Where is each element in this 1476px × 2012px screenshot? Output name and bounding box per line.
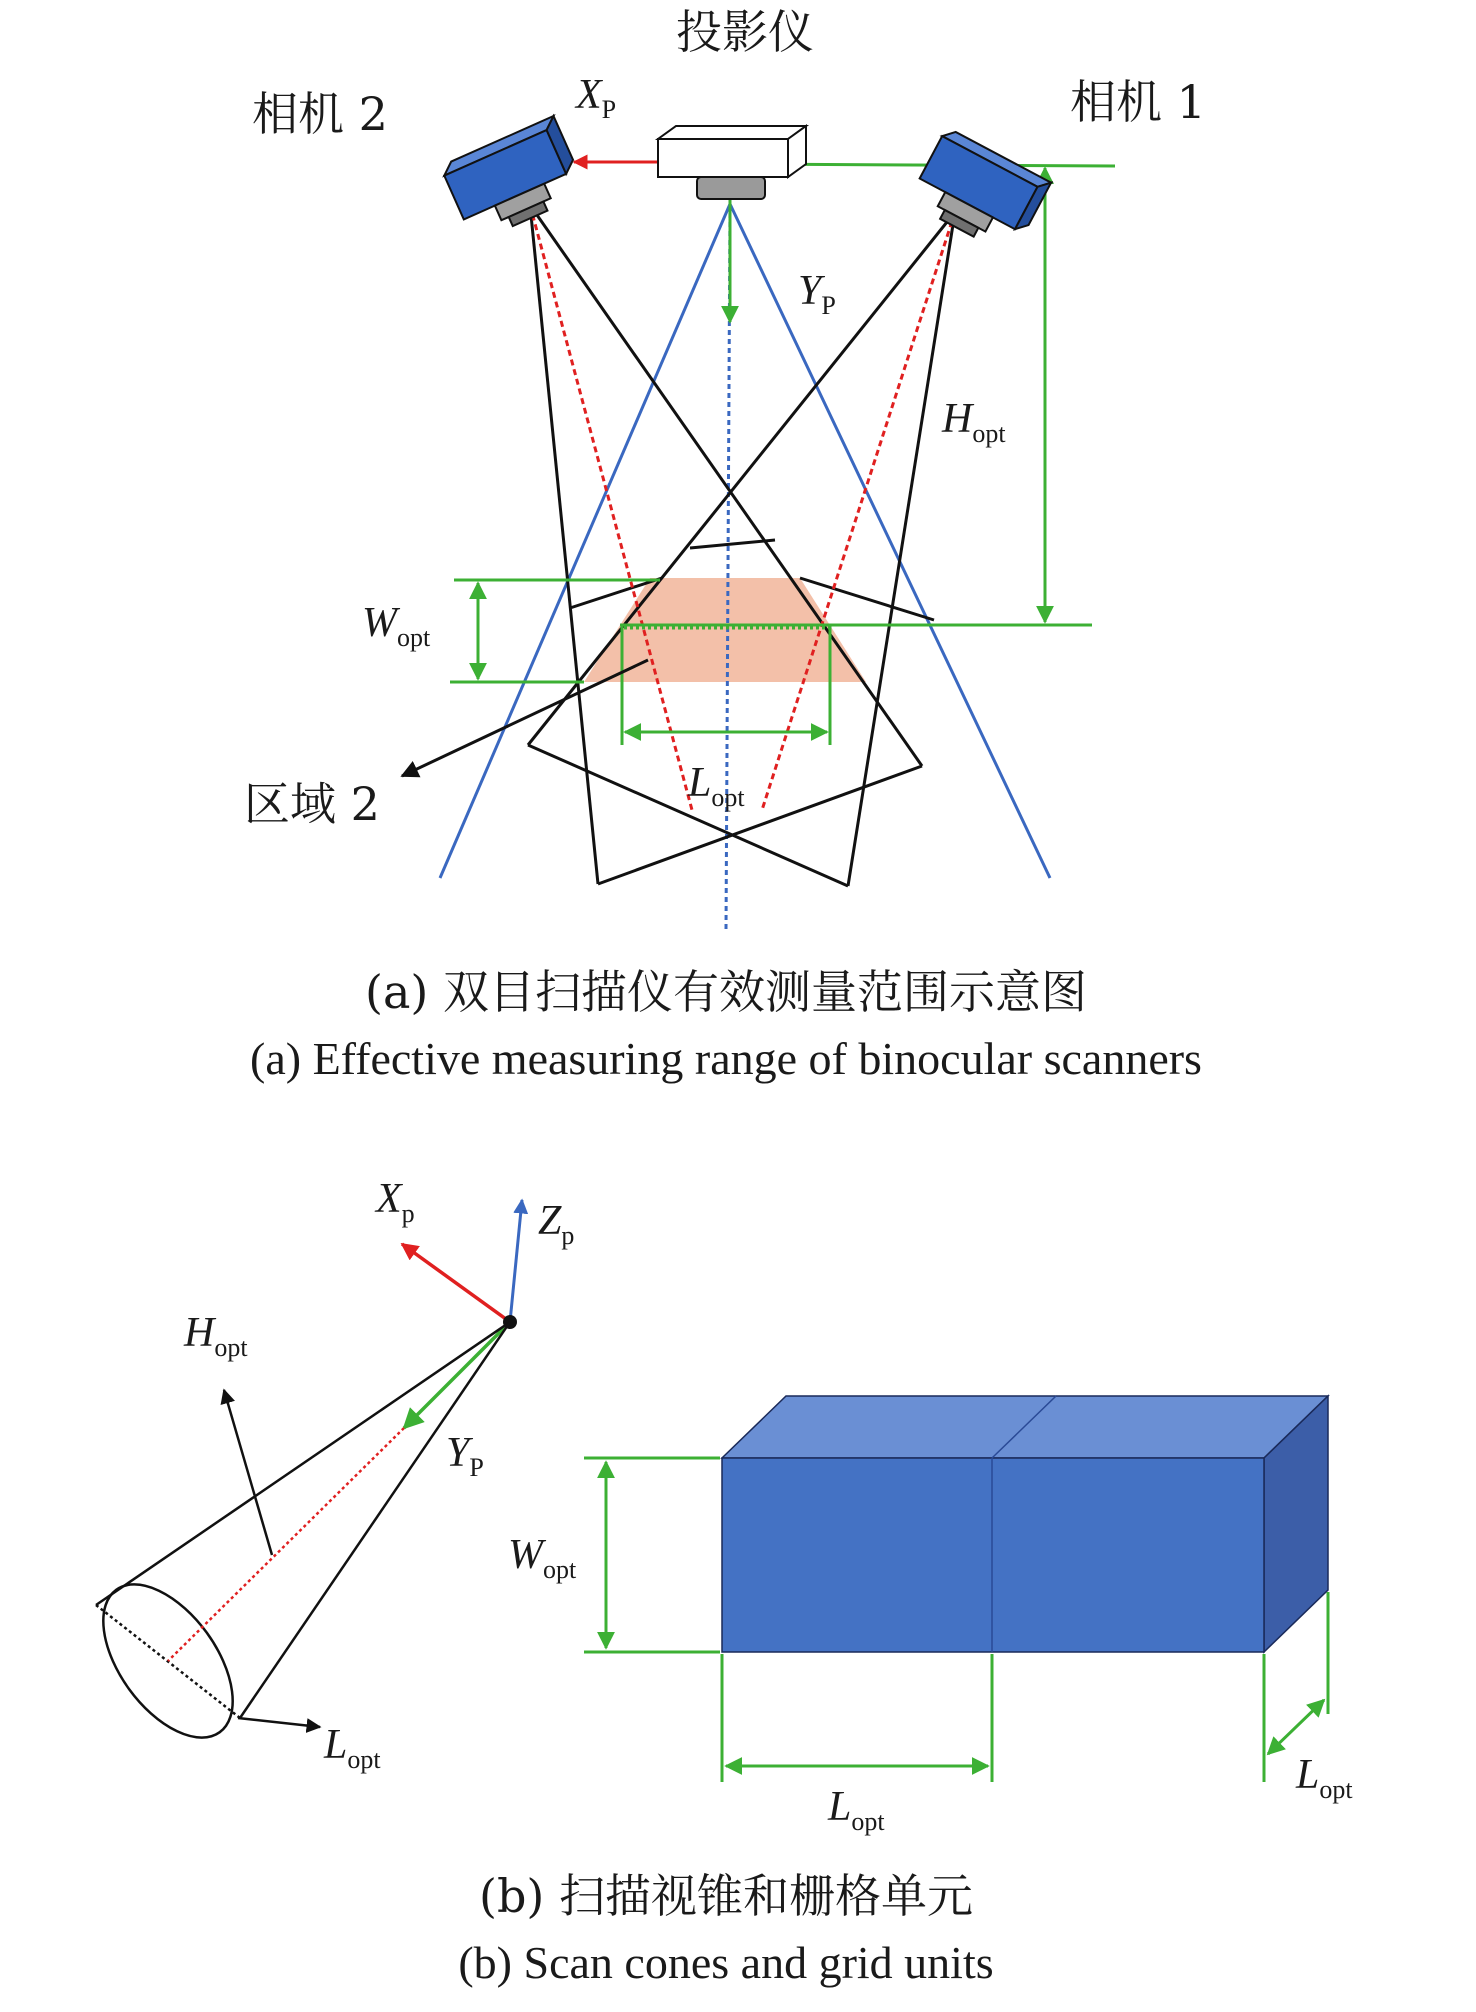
l-opt-cone-arrow	[238, 1718, 320, 1727]
xp-label-b: $X_p$	[376, 1176, 415, 1228]
projector-device	[658, 126, 806, 199]
grid-units	[722, 1396, 1328, 1652]
panel-b	[77, 1176, 1353, 1988]
region2-label: 区域 2	[244, 777, 380, 831]
camera2-device	[440, 116, 587, 243]
w-opt-label-b: $W_{opt}$	[508, 1532, 577, 1584]
projector-label: 投影仪	[676, 5, 814, 59]
h-opt-label-b: $H_{opt}$	[184, 1310, 248, 1362]
camera1-device	[907, 127, 1051, 257]
projector-rays	[440, 204, 1050, 878]
caption-a-en: (a) Effective measuring range of binocular scanners	[250, 1033, 1202, 1084]
zp-axis	[510, 1200, 522, 1322]
yp-label-b: $Y_P$	[446, 1430, 484, 1482]
caption-a-cn: (a) 双目扫描仪有效测量范围示意图	[365, 965, 1087, 1019]
caption-b-cn: (b) 扫描视锥和栅格单元	[479, 1869, 973, 1923]
l-opt-cone-label: $L_{opt}$	[324, 1722, 381, 1774]
l-opt-depth-label: $L_{opt}$	[1296, 1752, 1353, 1804]
l-opt-label: $L_{opt}$	[688, 760, 745, 812]
cone-axis	[168, 1428, 404, 1661]
h-opt-label: $H_{opt}$	[942, 396, 1006, 448]
overlap-region	[584, 578, 866, 682]
caption-b-en: (b) Scan cones and grid units	[458, 1937, 994, 1988]
yp-axis	[404, 1322, 510, 1428]
xp-label: $X_P$	[576, 72, 617, 124]
zp-label: $Z_p$	[538, 1198, 575, 1250]
h-opt-arrow	[224, 1390, 272, 1555]
camera2-label: 相机 2	[252, 87, 388, 141]
yp-label: $Y_P$	[798, 268, 836, 320]
l-opt-grid-label: $L_{opt}$	[828, 1784, 885, 1836]
panel-a	[244, 5, 1206, 1084]
xp-axis	[402, 1244, 510, 1322]
camera1-label: 相机 1	[1070, 75, 1206, 129]
w-opt-label: $W_{opt}$	[362, 600, 431, 652]
